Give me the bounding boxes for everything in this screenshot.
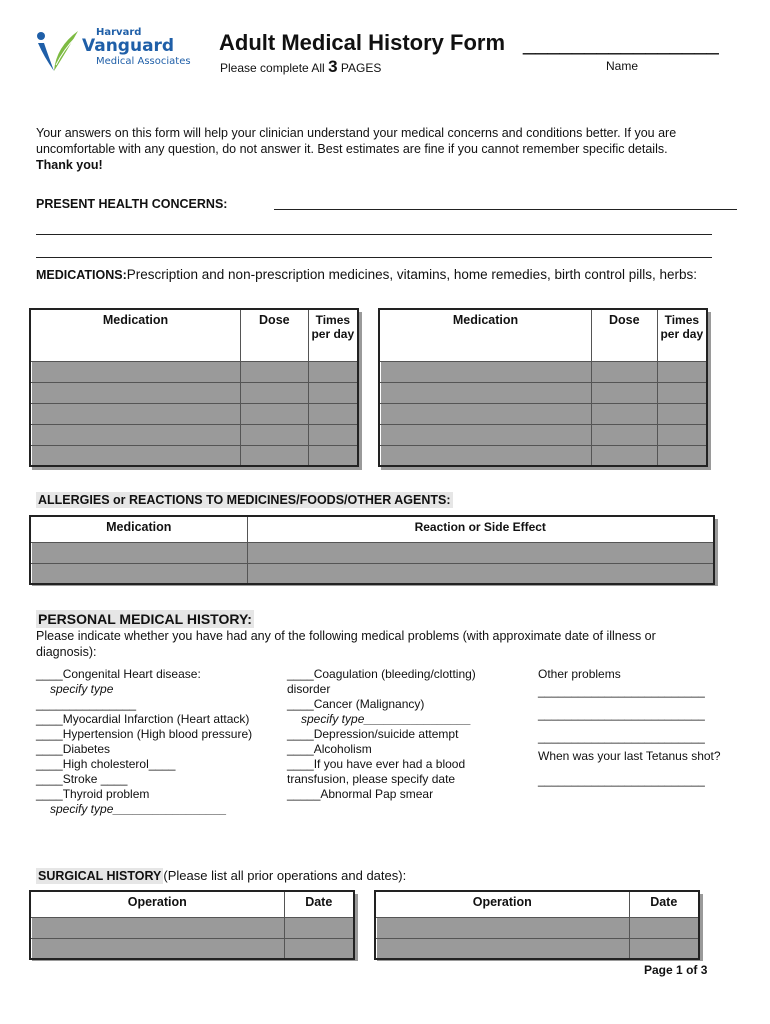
table-cell[interactable] bbox=[241, 403, 309, 424]
table-cell[interactable] bbox=[629, 938, 699, 959]
table-cell[interactable] bbox=[657, 361, 707, 382]
table-cell[interactable] bbox=[591, 382, 657, 403]
history-item[interactable]: _______________ bbox=[36, 697, 137, 711]
col-times: Times per day bbox=[308, 309, 358, 361]
thank-you: Thank you! bbox=[36, 158, 103, 172]
table-cell[interactable] bbox=[284, 917, 354, 938]
intro-text: Your answers on this form will help your clinician understand your medical concerns and conditions better. If you are uncomfortable with any question, do not answer it. Best estimates are fine if you cannot remember specific details. bbox=[36, 126, 677, 156]
table-cell[interactable] bbox=[657, 382, 707, 403]
allergies-table bbox=[29, 515, 715, 585]
history-item[interactable]: specify type________________ bbox=[301, 712, 472, 726]
table-cell[interactable] bbox=[241, 424, 309, 445]
table-cell[interactable] bbox=[379, 424, 591, 445]
table-cell[interactable] bbox=[30, 361, 241, 382]
table-cell[interactable] bbox=[591, 445, 657, 466]
subtitle-post: PAGES bbox=[340, 61, 382, 75]
table-cell[interactable] bbox=[308, 403, 358, 424]
history-item[interactable]: ____If you have ever had a blood transfusion, please specify date bbox=[287, 757, 466, 786]
personal-history-text: Please indicate whether you have had any of the following medical problems (with approximate date of illness or diagnosis): bbox=[36, 629, 656, 659]
table-cell[interactable] bbox=[30, 542, 247, 563]
table-cell[interactable] bbox=[30, 445, 241, 466]
history-item[interactable]: ____Diabetes bbox=[36, 742, 111, 756]
table-cell[interactable] bbox=[657, 403, 707, 424]
present-health-heading: PRESENT HEALTH CONCERNS: bbox=[36, 197, 228, 211]
table-cell[interactable] bbox=[379, 382, 591, 403]
surgical-table-left bbox=[29, 890, 355, 960]
history-item[interactable]: _____Abnormal Pap smear bbox=[287, 787, 434, 801]
table-cell[interactable] bbox=[241, 361, 309, 382]
history-item[interactable]: ____Depression/suicide attempt bbox=[287, 727, 459, 741]
table-cell[interactable] bbox=[241, 382, 309, 403]
table-cell[interactable] bbox=[591, 403, 657, 424]
table-cell[interactable] bbox=[657, 424, 707, 445]
col-date: Date bbox=[284, 891, 354, 917]
history-item[interactable]: ____Coagulation (bleeding/clotting) disorder bbox=[287, 667, 476, 696]
col-operation: Operation bbox=[30, 891, 284, 917]
history-column-1 bbox=[36, 667, 256, 817]
history-item[interactable]: ____Congenital Heart disease: bbox=[36, 667, 201, 681]
other-problems-line-1[interactable]: _________________________ bbox=[538, 684, 705, 698]
table-cell[interactable] bbox=[30, 424, 241, 445]
present-health-line-2[interactable] bbox=[36, 234, 712, 235]
col-medication: Medication bbox=[30, 309, 241, 361]
other-problems-line-3[interactable]: _________________________ bbox=[538, 730, 705, 744]
page-total: 3 bbox=[700, 963, 708, 977]
medications-text bbox=[36, 266, 716, 284]
table-cell[interactable] bbox=[657, 445, 707, 466]
history-item[interactable]: ____High cholesterol____ bbox=[36, 757, 176, 771]
table-cell[interactable] bbox=[247, 563, 714, 584]
present-health-line-3[interactable] bbox=[36, 257, 712, 258]
table-cell[interactable] bbox=[30, 563, 247, 584]
table-cell[interactable] bbox=[30, 403, 241, 424]
page-number bbox=[644, 963, 707, 977]
col-operation: Operation bbox=[375, 891, 629, 917]
table-cell[interactable] bbox=[30, 382, 241, 403]
col-times: Times per day bbox=[657, 309, 707, 361]
table-cell[interactable] bbox=[284, 938, 354, 959]
subtitle bbox=[220, 57, 381, 77]
page-of: of bbox=[686, 963, 698, 977]
history-item[interactable]: ____Alcoholism bbox=[287, 742, 372, 756]
table-cell[interactable] bbox=[591, 424, 657, 445]
name-label: Name bbox=[606, 59, 639, 73]
medication-table-left bbox=[29, 308, 359, 467]
history-item[interactable]: ____Hypertension (High blood pressure) bbox=[36, 727, 253, 741]
col-date: Date bbox=[629, 891, 699, 917]
name-blank[interactable]: ________________ bbox=[523, 30, 719, 55]
table-cell[interactable] bbox=[30, 938, 284, 959]
table-cell[interactable] bbox=[379, 361, 591, 382]
surgical-desc: (Please list all prior operations and dates): bbox=[163, 868, 407, 883]
page-num: 1 bbox=[676, 963, 683, 977]
other-problems-label: Other problems bbox=[538, 667, 621, 681]
history-item[interactable]: ____Myocardial Infarction (Heart attack) bbox=[36, 712, 250, 726]
table-cell[interactable] bbox=[629, 917, 699, 938]
history-item[interactable]: specify type bbox=[50, 682, 114, 696]
col-allergy-medication: Medication bbox=[30, 516, 247, 542]
col-medication: Medication bbox=[379, 309, 591, 361]
table-cell[interactable] bbox=[591, 361, 657, 382]
medications-desc: Prescription and non-prescription medicines, vitamins, home remedies, birth control pills, herbs: bbox=[126, 267, 697, 282]
personal-history-heading: PERSONAL MEDICAL HISTORY: bbox=[38, 611, 252, 627]
col-reaction: Reaction or Side Effect bbox=[247, 516, 714, 542]
logo-line2: Vanguard bbox=[82, 36, 175, 56]
subtitle-pre: Please complete All bbox=[220, 61, 325, 75]
logo bbox=[34, 27, 194, 77]
table-cell[interactable] bbox=[308, 382, 358, 403]
table-cell[interactable] bbox=[379, 403, 591, 424]
col-dose: Dose bbox=[591, 309, 657, 361]
history-item[interactable]: ____Cancer (Malignancy) bbox=[287, 697, 425, 711]
table-cell[interactable] bbox=[308, 424, 358, 445]
history-column-2 bbox=[287, 667, 502, 802]
col-dose: Dose bbox=[241, 309, 309, 361]
logo-line3: Medical Associates bbox=[96, 56, 191, 67]
table-cell[interactable] bbox=[241, 445, 309, 466]
allergies-heading: ALLERGIES or REACTIONS TO MEDICINES/FOODS/OTHER AGENTS: bbox=[38, 493, 451, 507]
table-cell[interactable] bbox=[379, 445, 591, 466]
table-cell[interactable] bbox=[30, 917, 284, 938]
surgical-text bbox=[36, 868, 406, 883]
tetanus-label: When was your last Tetanus shot? bbox=[538, 749, 721, 763]
subtitle-num: 3 bbox=[328, 57, 338, 76]
medications-heading: MEDICATIONS: bbox=[36, 268, 127, 282]
table-cell[interactable] bbox=[308, 445, 358, 466]
table-cell[interactable] bbox=[375, 917, 629, 938]
history-item[interactable]: specify type_________________ bbox=[50, 802, 227, 816]
page-title: Adult Medical History Form bbox=[219, 30, 506, 55]
table-cell[interactable] bbox=[247, 542, 714, 563]
medication-table-right bbox=[378, 308, 708, 467]
tetanus-line[interactable]: _________________________ bbox=[538, 773, 705, 787]
present-health-line-1[interactable] bbox=[274, 209, 737, 210]
page-label: Page bbox=[644, 963, 673, 977]
table-cell[interactable] bbox=[308, 361, 358, 382]
logo-leaf-icon bbox=[34, 27, 82, 75]
other-problems-line-2[interactable]: _________________________ bbox=[538, 707, 705, 721]
history-item[interactable]: ____Thyroid problem bbox=[36, 787, 150, 801]
surgical-heading: SURGICAL HISTORY bbox=[38, 869, 162, 883]
surgical-table-right bbox=[374, 890, 700, 960]
history-item[interactable]: ____Stroke ____ bbox=[36, 772, 128, 786]
logo-line1: Harvard bbox=[96, 27, 142, 38]
table-cell[interactable] bbox=[375, 938, 629, 959]
